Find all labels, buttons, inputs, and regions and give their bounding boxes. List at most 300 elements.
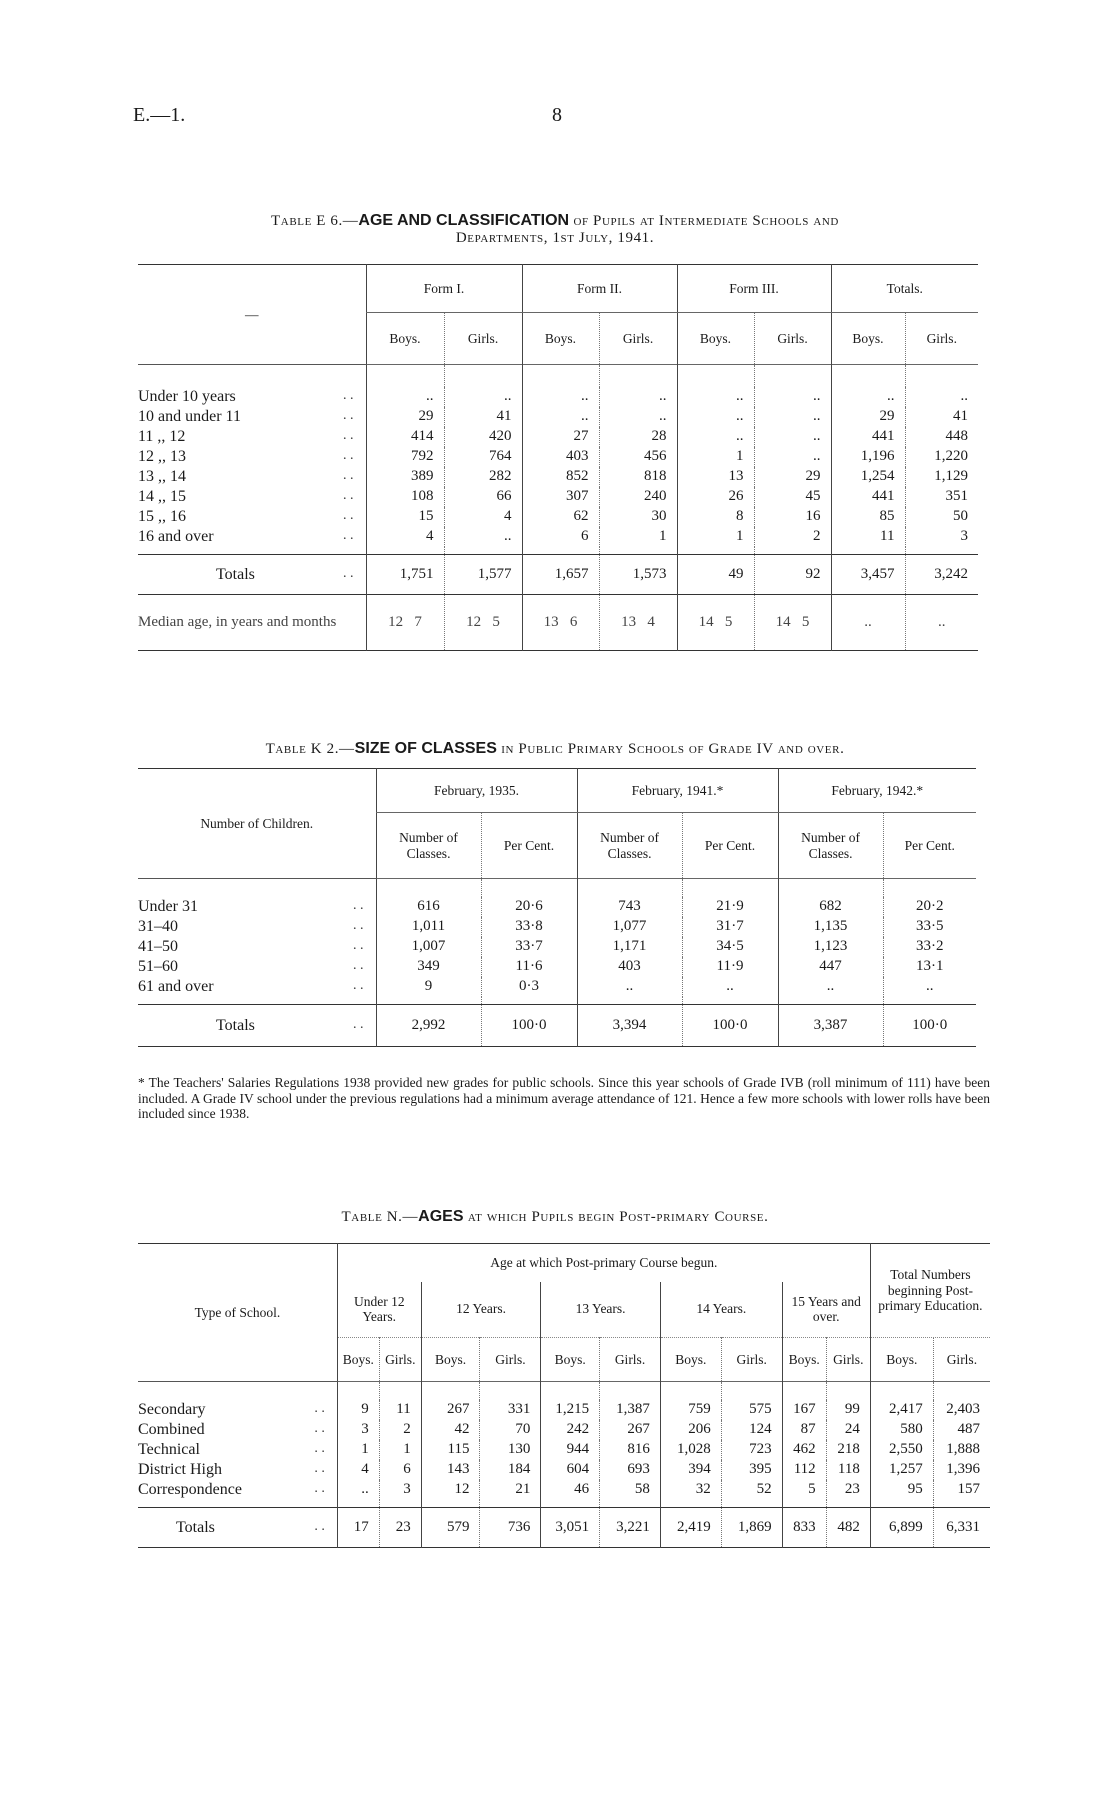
table-cell: 66 xyxy=(444,487,522,507)
group-head: February, 1942.* xyxy=(778,769,976,813)
table-cell: 1,135 xyxy=(778,917,883,937)
table-row xyxy=(138,1460,990,1480)
totals-cell: 1,751 xyxy=(366,555,444,595)
subhead-cell: Boys. xyxy=(366,313,444,365)
subhead-cell: Boys. xyxy=(677,313,754,365)
group-head: 15 Years and over. xyxy=(782,1282,870,1338)
subhead-cell: Girls. xyxy=(933,1338,990,1382)
table-cell: 23 xyxy=(826,1480,870,1500)
table-cell: 693 xyxy=(600,1460,661,1480)
subhead-cell: Per Cent. xyxy=(481,813,577,879)
table-cell: .. xyxy=(599,387,677,407)
table-cell: 112 xyxy=(782,1460,826,1480)
subhead-cell: Girls. xyxy=(905,313,978,365)
table-e6-title-prefix: Table E 6.— xyxy=(271,213,359,229)
table-k2-title xyxy=(140,740,970,758)
table-cell: 12 xyxy=(421,1480,480,1500)
median-cell: 14 5 xyxy=(754,595,831,651)
row-label xyxy=(138,487,366,507)
table-cell: 394 xyxy=(660,1460,721,1480)
leader-dots: . . xyxy=(353,957,364,973)
leader-dots: . . xyxy=(314,1400,325,1416)
table-cell: 5 xyxy=(782,1480,826,1500)
row-label xyxy=(138,917,376,937)
leader-dots: . . xyxy=(343,487,354,503)
table-cell: 414 xyxy=(366,427,444,447)
table-cell: 682 xyxy=(778,897,883,917)
table-cell: .. xyxy=(599,407,677,427)
leader-dots: . . xyxy=(343,507,354,523)
median-cell: .. xyxy=(831,595,905,651)
group-head: February, 1941.* xyxy=(577,769,778,813)
totals-cell: 6,899 xyxy=(870,1508,933,1548)
subhead-cell: Girls. xyxy=(754,313,831,365)
table-cell: 130 xyxy=(480,1440,541,1460)
table-cell: 118 xyxy=(826,1460,870,1480)
table-cell: 0·3 xyxy=(481,977,577,997)
row-label xyxy=(138,977,376,997)
table-cell: 580 xyxy=(870,1420,933,1440)
totals-cell: 3,457 xyxy=(831,555,905,595)
table-cell: 62 xyxy=(522,507,599,527)
table-cell: 2,403 xyxy=(933,1400,990,1420)
table-cell: 575 xyxy=(721,1400,782,1420)
table-cell: .. xyxy=(366,387,444,407)
table-cell: 52 xyxy=(721,1480,782,1500)
totals-cell: 2,419 xyxy=(660,1508,721,1548)
table-k2-title-prefix: Table K 2.— xyxy=(265,741,355,757)
table-cell: 30 xyxy=(599,507,677,527)
table-cell: 8 xyxy=(677,507,754,527)
row-label-text: 11 ,, 12 xyxy=(138,427,186,445)
totals-cell: 23 xyxy=(379,1508,421,1548)
subhead-cell: Per Cent. xyxy=(883,813,976,879)
table-cell: 87 xyxy=(782,1420,826,1440)
group-head: Totals. xyxy=(831,265,978,313)
table-cell: 1,011 xyxy=(376,917,481,937)
subhead-cell: Per Cent. xyxy=(682,813,778,879)
row-label xyxy=(138,407,366,427)
table-row xyxy=(138,487,978,507)
table-cell: 389 xyxy=(366,467,444,487)
table-cell: 218 xyxy=(826,1440,870,1460)
row-label xyxy=(138,1440,337,1460)
median-cell: 12 5 xyxy=(444,595,522,651)
leader-dots: . . xyxy=(353,977,364,993)
row-label xyxy=(138,1460,337,1480)
table-cell: .. xyxy=(677,407,754,427)
row-label-text: 61 and over xyxy=(138,977,214,995)
table-e6-title-rest: of Pupils at Intermediate Schools and xyxy=(569,213,839,229)
table-cell: 1 xyxy=(677,447,754,467)
subhead-cell: Boys. xyxy=(541,1338,600,1382)
stub-head: Type of School. xyxy=(138,1244,337,1382)
row-label xyxy=(138,447,366,467)
table-n-title-prefix: Table N.— xyxy=(341,1209,419,1225)
table-cell: 447 xyxy=(778,957,883,977)
table-cell: 1 xyxy=(599,527,677,547)
totals-cell: 6,331 xyxy=(933,1508,990,1548)
table-cell: 1,028 xyxy=(660,1440,721,1460)
row-label-text: 41–50 xyxy=(138,937,178,955)
table-cell: 456 xyxy=(599,447,677,467)
subhead-cell: Boys. xyxy=(831,313,905,365)
totals-cell: 3,242 xyxy=(905,555,978,595)
row-label-text: 31–40 xyxy=(138,917,178,935)
table-cell: 743 xyxy=(577,897,682,917)
group-head: 13 Years. xyxy=(541,1282,661,1338)
total-head: Total Numbers beginning Post-primary Education. xyxy=(870,1244,990,1338)
table-cell: 944 xyxy=(541,1440,600,1460)
table-cell: 167 xyxy=(782,1400,826,1420)
table-cell: 58 xyxy=(600,1480,661,1500)
table-row xyxy=(138,977,976,997)
table-cell: 1 xyxy=(379,1440,421,1460)
table-cell: 95 xyxy=(870,1480,933,1500)
table-row xyxy=(138,427,978,447)
row-label-text: 13 ,, 14 xyxy=(138,467,186,485)
table-cell: 20·2 xyxy=(883,897,976,917)
table-cell: 604 xyxy=(541,1460,600,1480)
row-label xyxy=(138,507,366,527)
table-cell: .. xyxy=(522,387,599,407)
group-head: Under 12 Years. xyxy=(337,1282,421,1338)
table-n xyxy=(138,1243,990,1548)
leader-dots: . . xyxy=(353,917,364,933)
row-label-text: District High xyxy=(138,1460,222,1478)
group-head: 12 Years. xyxy=(421,1282,541,1338)
row-label-text: Under 10 years xyxy=(138,387,236,405)
row-label-text: 15 ,, 16 xyxy=(138,507,186,525)
leader-dots: . . xyxy=(343,565,354,581)
table-k2-title-rest: in Public Primary Schools of Grade IV and over. xyxy=(496,741,845,757)
table-n-title-rest: at which Pupils begin Post-primary Course. xyxy=(463,1209,769,1225)
totals-cell: 49 xyxy=(677,555,754,595)
row-label xyxy=(138,527,366,547)
table-cell: 616 xyxy=(376,897,481,917)
table-cell: 1 xyxy=(677,527,754,547)
table-cell: 9 xyxy=(337,1400,379,1420)
table-cell: 1,888 xyxy=(933,1440,990,1460)
table-cell: .. xyxy=(577,977,682,997)
table-cell: .. xyxy=(337,1480,379,1500)
leader-dots: . . xyxy=(343,387,354,403)
table-cell: 70 xyxy=(480,1420,541,1440)
table-cell: 31·7 xyxy=(682,917,778,937)
totals-cell: 3,221 xyxy=(600,1508,661,1548)
table-cell: .. xyxy=(831,387,905,407)
group-head: Form II. xyxy=(522,265,677,313)
table-k2-title-bold: SIZE OF CLASSES xyxy=(354,740,497,757)
totals-cell: 3,387 xyxy=(778,1005,883,1047)
subhead-cell: Number of Classes. xyxy=(376,813,481,879)
subhead-cell: Girls. xyxy=(826,1338,870,1382)
totals-cell: 17 xyxy=(337,1508,379,1548)
table-cell: 24 xyxy=(826,1420,870,1440)
table-cell: 184 xyxy=(480,1460,541,1480)
table-cell: 20·6 xyxy=(481,897,577,917)
table-row xyxy=(138,957,976,977)
totals-cell: 833 xyxy=(782,1508,826,1548)
group-head: Form I. xyxy=(366,265,522,313)
median-cell: 14 5 xyxy=(677,595,754,651)
row-label-text: Technical xyxy=(138,1440,200,1458)
totals-label-text: Totals xyxy=(216,1016,255,1034)
totals-cell: 100·0 xyxy=(682,1005,778,1047)
subhead-cell: Girls. xyxy=(599,313,677,365)
row-label-text: Secondary xyxy=(138,1400,206,1418)
subhead-cell: Number of Classes. xyxy=(577,813,682,879)
table-cell: .. xyxy=(444,527,522,547)
totals-cell: 3,051 xyxy=(541,1508,600,1548)
table-cell: 11·9 xyxy=(682,957,778,977)
table-cell: 6 xyxy=(379,1460,421,1480)
table-cell: 11·6 xyxy=(481,957,577,977)
table-cell: 33·5 xyxy=(883,917,976,937)
table-cell: 21·9 xyxy=(682,897,778,917)
subhead-cell: Boys. xyxy=(337,1338,379,1382)
table-cell: 27 xyxy=(522,427,599,447)
table-cell: .. xyxy=(754,387,831,407)
table-cell: 818 xyxy=(599,467,677,487)
page-number: 8 xyxy=(552,104,562,126)
table-row xyxy=(138,1480,990,1500)
group-head: 14 Years. xyxy=(660,1282,782,1338)
table-cell: 28 xyxy=(599,427,677,447)
table-cell: 267 xyxy=(600,1420,661,1440)
subhead-cell: Girls. xyxy=(600,1338,661,1382)
table-cell: 240 xyxy=(599,487,677,507)
subhead-cell: Boys. xyxy=(660,1338,721,1382)
table-cell: 282 xyxy=(444,467,522,487)
table-row xyxy=(138,937,976,957)
table-cell: 307 xyxy=(522,487,599,507)
table-row xyxy=(138,507,978,527)
median-cell: 13 4 xyxy=(599,595,677,651)
row-label-text: 10 and under 11 xyxy=(138,407,241,425)
table-cell: 4 xyxy=(337,1460,379,1480)
leader-dots: . . xyxy=(314,1518,325,1534)
table-k2 xyxy=(138,768,976,1047)
table-cell: 1,129 xyxy=(905,467,978,487)
totals-cell: 482 xyxy=(826,1508,870,1548)
totals-row xyxy=(138,1508,990,1548)
group-head: Form III. xyxy=(677,265,831,313)
table-cell: 1,171 xyxy=(577,937,682,957)
row-label-text: 12 ,, 13 xyxy=(138,447,186,465)
table-cell: 124 xyxy=(721,1420,782,1440)
totals-cell: 2,992 xyxy=(376,1005,481,1047)
totals-cell: 100·0 xyxy=(883,1005,976,1047)
row-label-text: Correspondence xyxy=(138,1480,242,1498)
table-cell: 2,550 xyxy=(870,1440,933,1460)
row-label-text: 51–60 xyxy=(138,957,178,975)
table-cell: 33·7 xyxy=(481,937,577,957)
table-cell: .. xyxy=(677,427,754,447)
totals-label-text: Totals xyxy=(176,1518,215,1536)
median-cell: .. xyxy=(905,595,978,651)
table-cell: 349 xyxy=(376,957,481,977)
table-cell: 13 xyxy=(677,467,754,487)
table-cell: 85 xyxy=(831,507,905,527)
table-cell: 448 xyxy=(905,427,978,447)
row-label xyxy=(138,957,376,977)
page-id: E.—1. xyxy=(133,104,186,126)
table-cell: 1,007 xyxy=(376,937,481,957)
table-cell: 108 xyxy=(366,487,444,507)
row-label xyxy=(138,937,376,957)
totals-cell: 1,577 xyxy=(444,555,522,595)
row-label xyxy=(138,1400,337,1420)
table-e6-title-bold: AGE AND CLASSIFICATION xyxy=(358,212,570,229)
table-cell: 45 xyxy=(754,487,831,507)
table-cell: 764 xyxy=(444,447,522,467)
leader-dots: . . xyxy=(343,527,354,543)
table-cell: 13·1 xyxy=(883,957,976,977)
table-cell: 1,387 xyxy=(600,1400,661,1420)
table-e6 xyxy=(138,264,978,651)
table-cell: 395 xyxy=(721,1460,782,1480)
row-label xyxy=(138,427,366,447)
leader-dots: . . xyxy=(343,467,354,483)
table-cell: 16 xyxy=(754,507,831,527)
totals-label xyxy=(138,555,366,595)
leader-dots: . . xyxy=(314,1420,325,1436)
table-cell: 2,417 xyxy=(870,1400,933,1420)
stub-head: — xyxy=(138,265,366,365)
subhead-cell: Girls. xyxy=(444,313,522,365)
subhead-cell: Girls. xyxy=(721,1338,782,1382)
table-cell: 4 xyxy=(366,527,444,547)
table-cell: 41 xyxy=(905,407,978,427)
row-label xyxy=(138,467,366,487)
totals-cell: 100·0 xyxy=(481,1005,577,1047)
table-cell: 403 xyxy=(522,447,599,467)
table-cell: 420 xyxy=(444,427,522,447)
table-cell: 441 xyxy=(831,427,905,447)
median-label: Median age, in years and months xyxy=(138,614,337,631)
subhead-cell: Number of Classes. xyxy=(778,813,883,879)
median-row xyxy=(138,595,978,651)
row-label-text: 14 ,, 15 xyxy=(138,487,186,505)
table-cell: 331 xyxy=(480,1400,541,1420)
table-cell: 487 xyxy=(933,1420,990,1440)
leader-dots: . . xyxy=(343,427,354,443)
table-cell: 759 xyxy=(660,1400,721,1420)
totals-label xyxy=(138,1508,337,1548)
table-cell: 267 xyxy=(421,1400,480,1420)
table-cell: 206 xyxy=(660,1420,721,1440)
subhead-cell: Girls. xyxy=(480,1338,541,1382)
table-cell: 1,215 xyxy=(541,1400,600,1420)
row-label xyxy=(138,387,366,407)
totals-row xyxy=(138,1005,976,1047)
table-cell: 1,077 xyxy=(577,917,682,937)
table-row xyxy=(138,447,978,467)
totals-cell: 1,573 xyxy=(599,555,677,595)
stub-head: Number of Children. xyxy=(138,769,376,879)
table-n-title-bold: AGES xyxy=(418,1208,464,1225)
median-cell: 12 7 xyxy=(366,595,444,651)
totals-cell: 736 xyxy=(480,1508,541,1548)
table-cell: 33·2 xyxy=(883,937,976,957)
table-cell: 2 xyxy=(379,1420,421,1440)
table-cell: 462 xyxy=(782,1440,826,1460)
table-cell: 1,196 xyxy=(831,447,905,467)
table-cell: 11 xyxy=(379,1400,421,1420)
table-cell: 34·5 xyxy=(682,937,778,957)
table-row xyxy=(138,387,978,407)
table-cell: .. xyxy=(754,447,831,467)
table-row xyxy=(138,1440,990,1460)
table-cell: 1,254 xyxy=(831,467,905,487)
table-cell: .. xyxy=(682,977,778,997)
table-cell: 1,257 xyxy=(870,1460,933,1480)
table-cell: 21 xyxy=(480,1480,541,1500)
table-cell: 1 xyxy=(337,1440,379,1460)
table-cell: .. xyxy=(522,407,599,427)
table-cell: 351 xyxy=(905,487,978,507)
table-cell: .. xyxy=(905,387,978,407)
totals-label xyxy=(138,1005,376,1047)
table-e6-title-line2: Departments, 1st July, 1941. xyxy=(455,230,655,246)
totals-cell: 3,394 xyxy=(577,1005,682,1047)
row-label-text: Under 31 xyxy=(138,897,198,915)
row-label xyxy=(138,1480,337,1500)
table-cell: 3 xyxy=(379,1480,421,1500)
table-cell: 403 xyxy=(577,957,682,977)
table-row xyxy=(138,407,978,427)
table-cell: 6 xyxy=(522,527,599,547)
totals-cell: 1,657 xyxy=(522,555,599,595)
table-cell: 15 xyxy=(366,507,444,527)
table-cell: 157 xyxy=(933,1480,990,1500)
table-cell: 1,396 xyxy=(933,1460,990,1480)
row-label xyxy=(138,897,376,917)
table-row xyxy=(138,527,978,547)
leader-dots: . . xyxy=(353,897,364,913)
leader-dots: . . xyxy=(343,407,354,423)
totals-cell: 92 xyxy=(754,555,831,595)
table-cell: 46 xyxy=(541,1480,600,1500)
table-n-title xyxy=(140,1208,970,1226)
table-cell: .. xyxy=(778,977,883,997)
totals-row xyxy=(138,555,978,595)
table-cell: .. xyxy=(444,387,522,407)
subhead-cell: Boys. xyxy=(421,1338,480,1382)
table-cell: 242 xyxy=(541,1420,600,1440)
leader-dots: . . xyxy=(343,447,354,463)
table-row xyxy=(138,897,976,917)
table-cell: 41 xyxy=(444,407,522,427)
table-cell: 4 xyxy=(444,507,522,527)
leader-dots: . . xyxy=(353,937,364,953)
subhead-cell: Boys. xyxy=(782,1338,826,1382)
table-cell: 26 xyxy=(677,487,754,507)
table-cell: 29 xyxy=(831,407,905,427)
table-row xyxy=(138,1420,990,1440)
table-cell: 50 xyxy=(905,507,978,527)
row-label-text: Combined xyxy=(138,1420,205,1438)
table-cell: 852 xyxy=(522,467,599,487)
leader-dots: . . xyxy=(353,1016,364,1032)
subhead-cell: Girls. xyxy=(379,1338,421,1382)
table-e6-title xyxy=(140,212,970,247)
subhead-cell: Boys. xyxy=(522,313,599,365)
table-cell: 3 xyxy=(905,527,978,547)
table-cell: 9 xyxy=(376,977,481,997)
table-cell: 29 xyxy=(754,467,831,487)
